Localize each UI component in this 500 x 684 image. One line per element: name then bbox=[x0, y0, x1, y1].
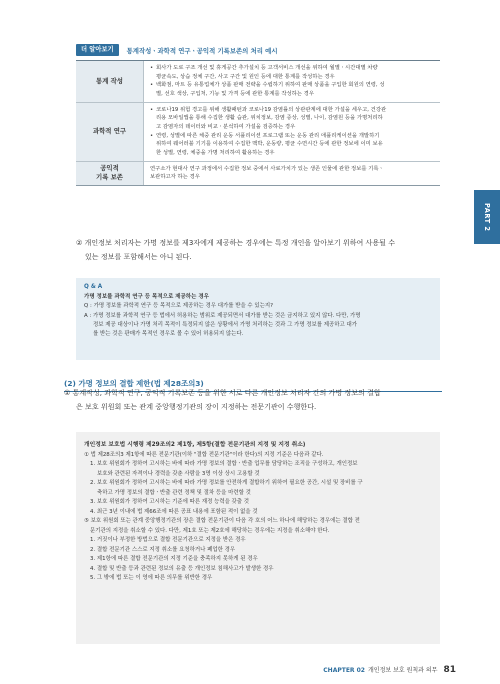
page-number: 81 bbox=[443, 665, 456, 675]
part-side-tab bbox=[474, 190, 500, 244]
examples-table bbox=[76, 60, 440, 186]
law-line: 1. 보호 위원회가 정하여 고시하는 바에 따라 가명 정보의 결합ㆍ반출 업무를 담당하는 조직을 구성하고, 개인정보 bbox=[90, 461, 358, 468]
more-info-tag: 더 알아보기 bbox=[76, 44, 119, 56]
table-line: 위하여 웨어러블 기기를 이용하여 수집한 맥박, 운동량, 평균 수면시간 등에 관한 정보에 이미 보유 bbox=[156, 141, 383, 148]
law-line: ⑤ 보호 위원회 또는 관계 중앙행정기관의 장은 결합 전문기관이 다음 각 호의 어느 하나에 해당하는 경우에는 결합 전 bbox=[84, 518, 360, 525]
law-line: 1. 거짓이나 부정한 방법으로 결합 전문기관으로 지정을 받은 경우 bbox=[90, 537, 246, 544]
law-title: 개인정보 보호법 시행령 제29조의2 제1항, 제5항(결합 전문기관의 지정 및 지정 취소) bbox=[84, 442, 306, 448]
more-info-header bbox=[76, 44, 438, 56]
qa-line: 를 받는 것은 판매가 목적인 경우로 볼 수 있어 허용되지 않는다. bbox=[93, 331, 244, 338]
table-row-research bbox=[76, 103, 440, 162]
table-line: 고 감염자의 데이터와 비교ㆍ분석하여 가설을 검증하는 경우 bbox=[156, 123, 296, 130]
table-line: • 연령, 성별에 따른 체중 관리 운동 서플리이션 프로그램 또는 운동 관리 애플리케이션을 개발하기 bbox=[150, 132, 434, 141]
table-line: • 백화점, 마트 등 유통업체가 상품 판매 전략을 수립하기 위하여 판매 상품을 구입한 회원의 연령, 성 bbox=[150, 81, 434, 90]
law-line: 2. 결합 전문기관 스스로 지정 취소를 요청하거나 폐업한 경우 bbox=[90, 546, 236, 553]
qa-box bbox=[76, 278, 440, 360]
table-row-statistics bbox=[76, 61, 440, 103]
paragraph-line: 있는 정보를 포함해서는 아니 된다. bbox=[85, 252, 192, 262]
law-line: 문기관의 지정을 취소할 수 있다. 다만, 제1호 또는 제2호에 해당하는 경우에는 지정을 취소해야 한다. bbox=[90, 527, 330, 534]
law-line: 3. 제1항에 따른 결합 전문기관의 지정 기준을 충족하지 못하게 된 경우 bbox=[90, 556, 258, 563]
table-line: 리용 모바일앱을 통해 수집한 생활 습관, 위치정보, 감염 증상, 성별, 나이, 감염원 등을 가명처리하 bbox=[156, 115, 383, 122]
law-line: 3. 보호 위원회가 정하여 고시하는 기준에 따른 재정 능력을 갖출 것 bbox=[90, 499, 250, 506]
row-header-line: 기록 보존 bbox=[96, 173, 123, 182]
table-line: 한 성별, 연령, 체중을 가명 처리하여 활용하는 경우 bbox=[156, 149, 275, 156]
table-line: 보관하고자 하는 경우 bbox=[150, 174, 200, 181]
table-line: 평균속도, 상습 정체 구간, 사고 구간 및 원인 등에 대한 통계를 작성하는 경우 bbox=[156, 73, 335, 80]
qa-line: Q : 가명 정보를 과학적 연구 등 목적으로 제공하는 경우 대가를 받을 수 있는지? bbox=[84, 303, 274, 310]
law-box bbox=[76, 432, 440, 644]
qa-line: 정보 제공 대상이나 가명 처리 목적이 특정되지 않은 상황에서 가명 처리하는 것과 그 가명 정보를 제공하고 대가 bbox=[93, 321, 358, 328]
section-heading-text: (2) 가명 정보의 결합 제한(법 제28조의3) bbox=[64, 379, 204, 388]
law-line: 2. 보호 위원회가 정하여 고시하는 바에 따라 가명 정보를 안전하게 결합하기 위하여 필요한 공간, 시설 및 장비를 구 bbox=[90, 480, 363, 487]
table-line: 별, 선호 색상, 구입처, 기능 및 가격 등에 관한 통계를 작성하는 경우 bbox=[156, 90, 314, 97]
footer-chapter: CHAPTER 02 bbox=[323, 667, 365, 674]
table-line: • 회사가 도로 구조 개선 및 휴게공간 추가설치 등 고객서비스 개선을 위하여 월별ㆍ시간대별 차량 bbox=[150, 64, 434, 73]
row-header bbox=[76, 162, 144, 185]
paragraph-line: ② 개인정보 처리자는 가명 정보를 제3자에게 제공하는 경우에는 특정 개인을 알아보기 위하여 사용될 수 bbox=[76, 238, 396, 247]
law-line: ① 법 제28조의3 제1항에 따른 전문기관(이하 "결합 전문기관"이라 한다)의 지정 기준은 다음과 같다. bbox=[84, 452, 324, 458]
row-content bbox=[144, 61, 440, 102]
footer-title: 개인정보 보호 원칙과 의무 bbox=[367, 667, 438, 674]
paragraph-line: 은 보호 위원회 또는 관계 중앙행정기관의 장이 지정하는 전문기관이 수행한다. bbox=[76, 402, 317, 412]
law-line: 5. 그 밖에 법 또는 이 영에 따른 의무를 위반한 경우 bbox=[90, 575, 213, 582]
table-line: • 코로나19 위험 경고를 위해 생활패턴과 코로나19 감염률의 상관관계에 대한 가설을 세우고, 건강관 bbox=[150, 106, 434, 115]
row-header-line: 공익적 bbox=[100, 163, 119, 172]
paragraph-2 bbox=[76, 236, 448, 265]
qa-line: A : 가명 정보를 과학적 연구 등 법에서 허용하는 범위로 제공되면서 대가를 받는 것은 금지하고 있지 않다. 다만, 가명 bbox=[84, 312, 361, 319]
row-header: 과학적 연구 bbox=[76, 103, 144, 161]
qa-heading: Q & A bbox=[84, 284, 103, 290]
page-footer bbox=[323, 665, 456, 675]
table-row-archive bbox=[76, 162, 440, 185]
law-line: 4. 최근 3년 이내에 법 제66조에 따른 공표 내용에 포함된 적이 없을 것 bbox=[90, 508, 258, 515]
row-header: 통계 작성 bbox=[76, 61, 144, 102]
row-content bbox=[144, 103, 440, 161]
qa-title: 가명 정보를 과학적 연구 등 목적으로 제공하는 경우 bbox=[84, 294, 209, 300]
part-label: PART 2 bbox=[483, 202, 491, 232]
paragraph-line: ① 통계작성, 과학적 연구, 공익적 기록보존 등을 위한 서로 다른 개인정보 처리자 간의 가명 정보의 결합 bbox=[64, 388, 381, 397]
row-content bbox=[144, 162, 440, 185]
table-line: 연구소가 현대사 연구 과정에서 수집한 정보 중에서 사료가치가 있는 생존 인물에 관한 정보를 기록ㆍ bbox=[150, 165, 384, 172]
law-line: 보호와 관련된 자격이나 경력을 갖춘 사람을 3명 이상 상시 고용할 것 bbox=[97, 470, 260, 477]
paragraph-1 bbox=[64, 386, 448, 415]
law-line: 4. 결합 및 반출 등과 관련된 정보의 유출 등 개인정보 침해사고가 발생한 경우 bbox=[90, 565, 274, 572]
law-line: 축하고 가명 정보의 결합ㆍ반출 관련 정책 및 절차 등을 마련할 것 bbox=[97, 489, 251, 496]
more-info-title: 통계작성ㆍ과학적 연구ㆍ공익적 기록보존의 처리 예시 bbox=[126, 46, 278, 55]
